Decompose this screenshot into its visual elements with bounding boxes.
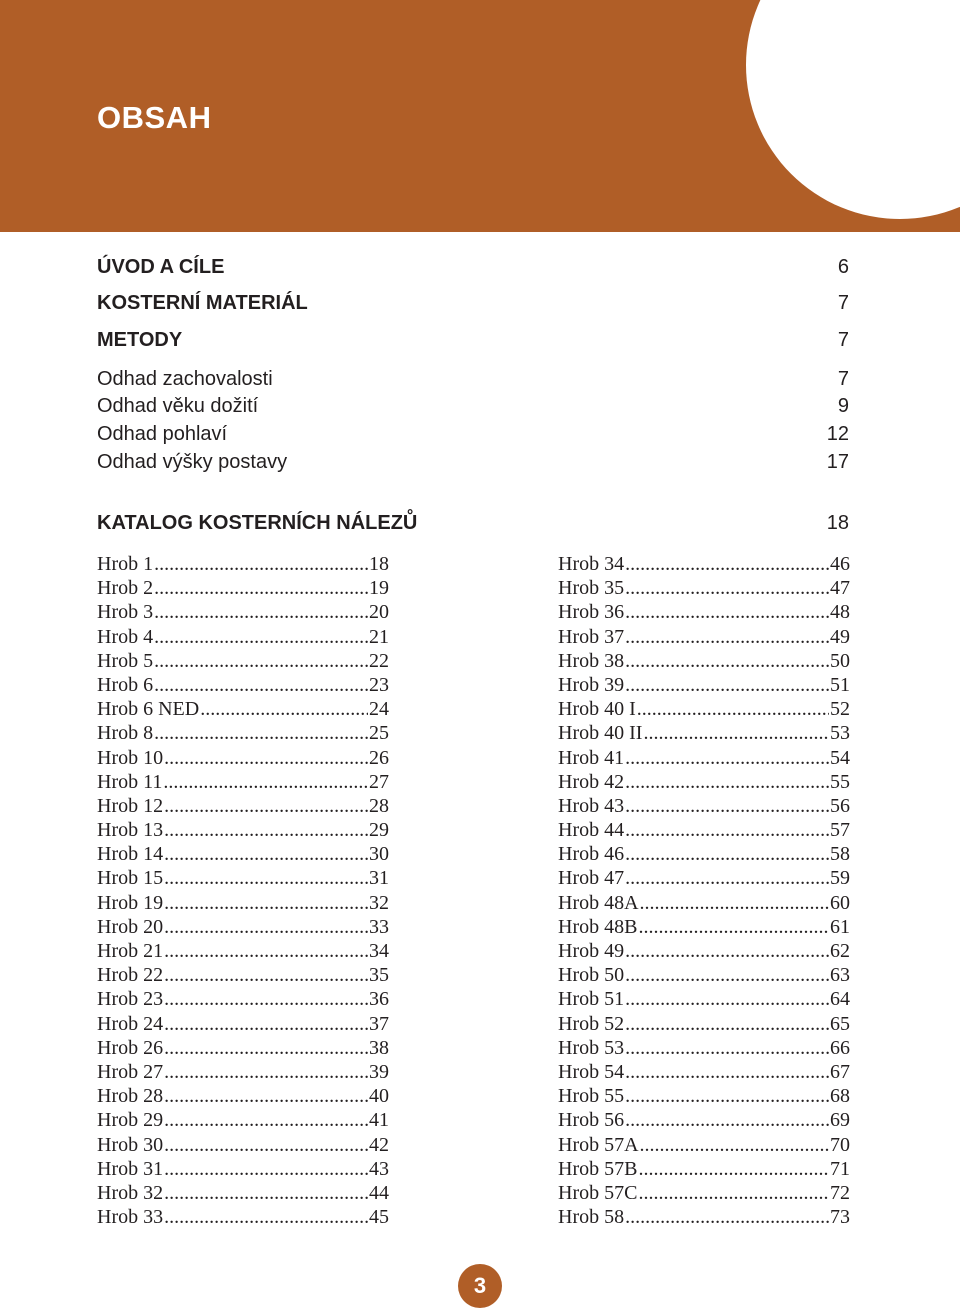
grave-label: Hrob 30 [97, 1133, 164, 1156]
grave-label: Hrob 49 [558, 940, 625, 962]
toc-entry-intro[interactable] [97, 254, 849, 280]
grave-label: Hrob 57B [558, 1157, 638, 1180]
grave-page-number: 29 [369, 819, 389, 842]
dot-leader [200, 697, 368, 721]
grave-label: Hrob 54 [558, 1060, 625, 1083]
grave-list-right [558, 552, 850, 1229]
dot-leader [625, 842, 829, 866]
toc-entry-method-2[interactable] [97, 393, 849, 419]
grave-label: Hrob 38 [558, 649, 625, 672]
grave-label: Hrob 41 [558, 746, 625, 769]
page-title: OBSAH [97, 100, 212, 135]
dot-leader [164, 1205, 368, 1229]
grave-entry[interactable] [558, 1205, 850, 1229]
dot-leader [625, 1108, 829, 1132]
grave-page-number: 26 [369, 746, 389, 769]
grave-entry[interactable] [558, 746, 850, 770]
grave-page-number: 68 [830, 1085, 850, 1108]
grave-page-number: 64 [830, 988, 850, 1011]
grave-page-number: 34 [369, 940, 389, 962]
grave-label: Hrob 2 [97, 577, 154, 600]
grave-entry[interactable] [97, 697, 389, 721]
toc-label: Odhad pohlaví [97, 422, 228, 445]
grave-label: Hrob 48A [558, 891, 639, 914]
grave-entry[interactable] [558, 1181, 850, 1205]
toc-page-number: 9 [837, 394, 849, 417]
grave-entry[interactable] [558, 1060, 850, 1084]
grave-page-number: 30 [369, 843, 389, 866]
grave-entry[interactable] [558, 721, 850, 745]
grave-entry[interactable] [97, 721, 389, 745]
grave-label: Hrob 58 [558, 1206, 625, 1229]
grave-page-number: 38 [369, 1036, 389, 1059]
grave-label: Hrob 55 [558, 1085, 625, 1108]
grave-entry[interactable] [558, 673, 850, 697]
grave-label: Hrob 34 [558, 553, 625, 575]
dot-leader [625, 1084, 829, 1108]
dot-leader [625, 746, 829, 770]
grave-page-number: 31 [369, 867, 389, 890]
toc-entry-catalog[interactable] [97, 510, 849, 536]
grave-entry[interactable] [558, 915, 850, 939]
grave-entry[interactable] [97, 770, 389, 794]
dot-leader [164, 891, 368, 915]
dot-leader [154, 721, 368, 745]
toc-page-number: 7 [837, 367, 849, 390]
grave-page-number: 53 [830, 722, 850, 745]
grave-entry[interactable] [97, 1108, 389, 1132]
grave-label: Hrob 20 [97, 915, 164, 938]
dot-leader [164, 818, 368, 842]
grave-page-number: 66 [830, 1036, 850, 1059]
grave-entry[interactable] [558, 891, 850, 915]
grave-label: Hrob 35 [558, 577, 625, 600]
dot-leader [164, 866, 368, 890]
dot-leader [164, 1060, 368, 1084]
grave-label: Hrob 27 [97, 1060, 164, 1083]
grave-page-number: 65 [830, 1012, 850, 1035]
grave-label: Hrob 36 [558, 601, 625, 624]
dot-leader [154, 600, 368, 624]
grave-label: Hrob 51 [558, 988, 625, 1011]
grave-label: Hrob 1 [97, 553, 154, 575]
grave-page-number: 47 [830, 577, 850, 600]
grave-label: Hrob 56 [558, 1109, 625, 1132]
grave-entry[interactable] [558, 697, 850, 721]
dot-leader [154, 576, 368, 600]
grave-entry[interactable] [97, 987, 389, 1011]
dot-leader [154, 625, 368, 649]
grave-entry[interactable] [97, 1181, 389, 1205]
dot-leader [154, 649, 368, 673]
grave-entry[interactable] [558, 866, 850, 890]
grave-page-number: 32 [369, 891, 389, 914]
toc-page-number: 17 [826, 450, 849, 473]
grave-entry[interactable] [558, 1084, 850, 1108]
grave-entry[interactable] [558, 1157, 850, 1181]
grave-entry[interactable] [558, 842, 850, 866]
toc-page-number: 6 [837, 255, 849, 278]
dot-leader [625, 939, 829, 963]
grave-label: Hrob 53 [558, 1036, 625, 1059]
dot-leader [625, 963, 829, 987]
grave-page-number: 21 [369, 625, 389, 648]
grave-label: Hrob 29 [97, 1109, 164, 1132]
grave-entry[interactable] [97, 649, 389, 673]
grave-page-number: 44 [369, 1181, 389, 1204]
grave-page-number: 59 [830, 867, 850, 890]
grave-entry[interactable] [558, 1012, 850, 1036]
grave-label: Hrob 22 [97, 964, 164, 987]
toc-label: METODY [97, 328, 183, 351]
grave-label: Hrob 39 [558, 673, 625, 696]
grave-page-number: 19 [369, 577, 389, 600]
grave-entry[interactable] [558, 1036, 850, 1060]
toc-label: ÚVOD A CÍLE [97, 255, 225, 278]
grave-label: Hrob 28 [97, 1085, 164, 1108]
grave-page-number: 63 [830, 964, 850, 987]
toc-page-number: 12 [826, 422, 849, 445]
grave-page-number: 58 [830, 843, 850, 866]
dot-leader [625, 649, 829, 673]
grave-label: Hrob 46 [558, 843, 625, 866]
dot-leader [164, 987, 368, 1011]
grave-page-number: 69 [830, 1109, 850, 1132]
grave-entry[interactable] [558, 1108, 850, 1132]
grave-page-number: 60 [830, 891, 850, 914]
grave-page-number: 20 [369, 601, 389, 624]
grave-page-number: 49 [830, 625, 850, 648]
grave-label: Hrob 23 [97, 988, 164, 1011]
dot-leader [625, 552, 829, 576]
grave-page-number: 56 [830, 794, 850, 817]
grave-page-number: 57 [830, 819, 850, 842]
grave-label: Hrob 15 [97, 867, 164, 890]
grave-label: Hrob 40 II [558, 722, 643, 745]
grave-entry[interactable] [97, 818, 389, 842]
grave-entry[interactable] [558, 1133, 850, 1157]
dot-leader [625, 673, 829, 697]
grave-entry[interactable] [558, 963, 850, 987]
dot-leader [164, 842, 368, 866]
grave-entry[interactable] [97, 625, 389, 649]
grave-entry[interactable] [97, 963, 389, 987]
dot-leader [640, 1133, 829, 1157]
grave-entry[interactable] [97, 600, 389, 624]
grave-page-number: 25 [369, 722, 389, 745]
grave-page-number: 67 [830, 1060, 850, 1083]
grave-label: Hrob 13 [97, 819, 164, 842]
dot-leader [625, 866, 829, 890]
grave-entry[interactable] [97, 552, 389, 576]
grave-label: Hrob 11 [97, 770, 163, 793]
toc-entry-methods[interactable] [97, 327, 849, 353]
grave-label: Hrob 32 [97, 1181, 164, 1204]
grave-page-number: 46 [830, 553, 850, 575]
grave-entry[interactable] [558, 770, 850, 794]
grave-label: Hrob 50 [558, 964, 625, 987]
grave-label: Hrob 5 [97, 649, 154, 672]
grave-page-number: 45 [369, 1206, 389, 1229]
grave-page-number: 24 [369, 698, 389, 721]
grave-label: Hrob 10 [97, 746, 164, 769]
dot-leader [164, 1036, 368, 1060]
grave-entry[interactable] [558, 818, 850, 842]
grave-label: Hrob 14 [97, 843, 164, 866]
dot-leader [163, 770, 368, 794]
grave-page-number: 27 [369, 770, 389, 793]
grave-label: Hrob 57C [558, 1181, 638, 1204]
dot-leader [625, 770, 829, 794]
dot-leader [638, 1157, 829, 1181]
grave-page-number: 43 [369, 1157, 389, 1180]
grave-label: Hrob 52 [558, 1012, 625, 1035]
grave-entry[interactable] [97, 1060, 389, 1084]
grave-page-number: 52 [830, 698, 850, 721]
grave-label: Hrob 19 [97, 891, 164, 914]
dot-leader [625, 1060, 829, 1084]
grave-label: Hrob 44 [558, 819, 625, 842]
dot-leader [164, 794, 368, 818]
dot-leader [154, 673, 368, 697]
grave-page-number: 40 [369, 1085, 389, 1108]
grave-entry[interactable] [97, 1157, 389, 1181]
grave-page-number: 54 [830, 746, 850, 769]
grave-label: Hrob 12 [97, 794, 164, 817]
grave-page-number: 37 [369, 1012, 389, 1035]
grave-entry[interactable] [97, 746, 389, 770]
toc-entry-method-4[interactable] [97, 449, 849, 475]
dot-leader [637, 697, 829, 721]
grave-label: Hrob 48B [558, 915, 638, 938]
dot-leader [625, 794, 829, 818]
grave-page-number: 50 [830, 649, 850, 672]
grave-label: Hrob 37 [558, 625, 625, 648]
grave-page-number: 28 [369, 794, 389, 817]
dot-leader [164, 1181, 368, 1205]
dot-leader [638, 915, 829, 939]
toc-page-number: 7 [837, 328, 849, 351]
grave-page-number: 41 [369, 1109, 389, 1132]
decorative-circle [746, 0, 960, 219]
grave-page-number: 22 [369, 649, 389, 672]
grave-page-number: 23 [369, 673, 389, 696]
grave-page-number: 48 [830, 601, 850, 624]
grave-entry[interactable] [558, 600, 850, 624]
dot-leader [164, 1157, 368, 1181]
grave-page-number: 72 [830, 1181, 850, 1204]
toc-label: Odhad výšky postavy [97, 450, 288, 473]
toc-label: KATALOG KOSTERNÍCH NÁLEZŮ [97, 511, 418, 534]
grave-page-number: 39 [369, 1060, 389, 1083]
grave-label: Hrob 31 [97, 1157, 164, 1180]
dot-leader [625, 818, 829, 842]
grave-label: Hrob 6 [97, 673, 154, 696]
toc-page-number: 18 [826, 511, 849, 534]
grave-entry[interactable] [558, 939, 850, 963]
dot-leader [164, 1084, 368, 1108]
grave-label: Hrob 47 [558, 867, 625, 890]
grave-label: Hrob 8 [97, 722, 154, 745]
grave-entry[interactable] [97, 1012, 389, 1036]
toc-entry-method-3[interactable] [97, 421, 849, 447]
dot-leader [154, 552, 368, 576]
toc-entry-method-1[interactable] [97, 366, 849, 392]
dot-leader [625, 987, 829, 1011]
grave-label: Hrob 40 I [558, 698, 636, 721]
dot-leader [625, 600, 829, 624]
grave-page-number: 71 [830, 1157, 850, 1180]
grave-page-number: 73 [830, 1206, 850, 1229]
grave-page-number: 61 [830, 915, 850, 938]
toc-page-number: 7 [837, 291, 849, 314]
grave-entry[interactable] [558, 794, 850, 818]
grave-page-number: 18 [369, 553, 389, 575]
grave-label: Hrob 6 NED [97, 698, 200, 721]
grave-label: Hrob 43 [558, 794, 625, 817]
grave-label: Hrob 21 [97, 940, 164, 962]
grave-label: Hrob 42 [558, 770, 625, 793]
grave-entry[interactable] [97, 939, 389, 963]
grave-label: Hrob 57A [558, 1133, 639, 1156]
dot-leader [164, 915, 368, 939]
grave-entry[interactable] [558, 576, 850, 600]
grave-entry[interactable] [97, 866, 389, 890]
grave-list-left [97, 552, 389, 1229]
grave-page-number: 35 [369, 964, 389, 987]
grave-entry[interactable] [558, 987, 850, 1011]
dot-leader [625, 1205, 829, 1229]
toc-label: Odhad zachovalosti [97, 367, 273, 390]
dot-leader [164, 1108, 368, 1132]
grave-label: Hrob 24 [97, 1012, 164, 1035]
page-number-badge: 3 [458, 1264, 502, 1308]
grave-entry[interactable] [97, 1036, 389, 1060]
grave-label: Hrob 3 [97, 601, 154, 624]
grave-page-number: 33 [369, 915, 389, 938]
grave-page-number: 42 [369, 1133, 389, 1156]
dot-leader [164, 746, 368, 770]
dot-leader [625, 576, 829, 600]
dot-leader [625, 625, 829, 649]
grave-entry[interactable] [97, 673, 389, 697]
grave-label: Hrob 33 [97, 1206, 164, 1229]
toc-label: KOSTERNÍ MATERIÁL [97, 291, 308, 314]
dot-leader [625, 1012, 829, 1036]
grave-entry[interactable] [97, 1084, 389, 1108]
dot-leader [625, 1036, 829, 1060]
dot-leader [164, 1133, 368, 1157]
grave-entry[interactable] [558, 625, 850, 649]
grave-entry[interactable] [97, 1205, 389, 1229]
toc-entry-material[interactable] [97, 290, 849, 316]
grave-label: Hrob 4 [97, 625, 154, 648]
grave-entry[interactable] [558, 552, 850, 576]
grave-entry[interactable] [97, 891, 389, 915]
grave-entry[interactable] [97, 576, 389, 600]
grave-entry[interactable] [558, 649, 850, 673]
grave-entry[interactable] [97, 842, 389, 866]
grave-entry[interactable] [97, 915, 389, 939]
toc-label: Odhad věku dožití [97, 394, 259, 417]
grave-page-number: 36 [369, 988, 389, 1011]
grave-entry[interactable] [97, 794, 389, 818]
header-banner [0, 0, 960, 232]
dot-leader [640, 891, 829, 915]
dot-leader [164, 939, 368, 963]
dot-leader [164, 1012, 368, 1036]
dot-leader [643, 721, 829, 745]
grave-page-number: 51 [830, 673, 850, 696]
grave-page-number: 62 [830, 940, 850, 962]
dot-leader [164, 963, 368, 987]
grave-entry[interactable] [97, 1133, 389, 1157]
grave-page-number: 70 [830, 1133, 850, 1156]
dot-leader [638, 1181, 829, 1205]
grave-label: Hrob 26 [97, 1036, 164, 1059]
grave-page-number: 55 [830, 770, 850, 793]
